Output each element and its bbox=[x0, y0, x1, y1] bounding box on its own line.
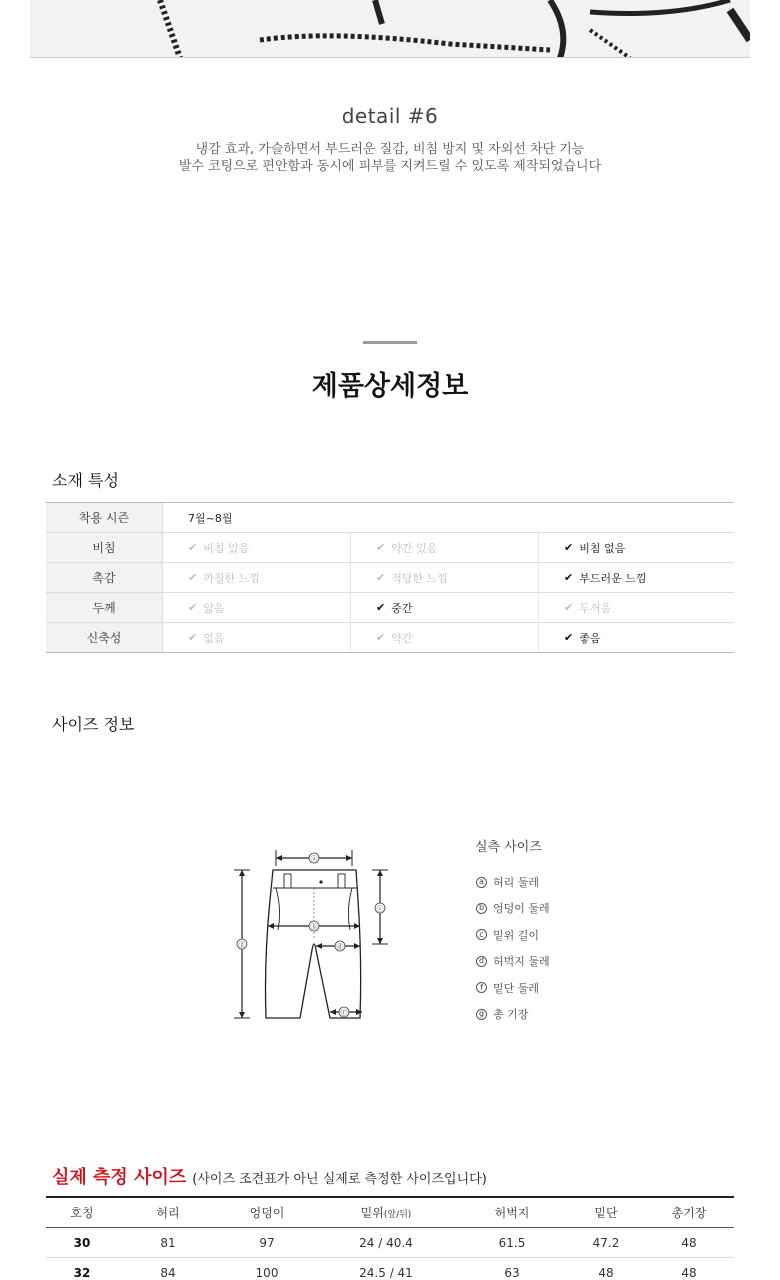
material-option-label: 두꺼움 bbox=[579, 601, 612, 615]
check-icon: ✔ bbox=[376, 541, 386, 554]
material-option-label: 비침 없음 bbox=[579, 541, 626, 555]
size-value-cell: 84 bbox=[160, 1265, 176, 1280]
material-option-label: 부드러운 느낌 bbox=[579, 571, 647, 585]
section-title: 제품상세정보 bbox=[311, 371, 469, 402]
material-option bbox=[351, 623, 539, 652]
material-option-label: 적당한 느낌 bbox=[391, 571, 448, 585]
header-length: 총기장 bbox=[671, 1206, 707, 1220]
legend-title: 실측 사이즈 bbox=[475, 840, 542, 855]
material-option-selected bbox=[539, 623, 734, 652]
table-row bbox=[46, 1228, 734, 1258]
legend-item bbox=[476, 980, 539, 996]
material-option bbox=[163, 593, 351, 622]
material-option bbox=[351, 563, 539, 592]
header-thigh: 허벅지 bbox=[494, 1206, 530, 1220]
size-value-cell: 24.5 / 41 bbox=[359, 1265, 413, 1280]
material-option-label: 약간 있음 bbox=[391, 541, 438, 555]
legend-item bbox=[476, 927, 539, 943]
check-icon: ✔ bbox=[564, 571, 574, 584]
material-option bbox=[351, 533, 539, 562]
diagram-label-g: ⓖ bbox=[238, 941, 246, 949]
size-info-title: 사이즈 정보 bbox=[52, 715, 135, 734]
material-row bbox=[46, 533, 734, 563]
size-value-cell: 48 bbox=[681, 1265, 697, 1280]
size-value-cell: 100 bbox=[255, 1265, 279, 1280]
header-hem: 밑단 bbox=[594, 1206, 618, 1220]
check-icon: ✔ bbox=[188, 601, 198, 614]
material-option-label: 까칠한 느낌 bbox=[203, 571, 260, 585]
size-value-cell: 47.2 bbox=[592, 1235, 620, 1250]
material-option-label: 얇음 bbox=[203, 601, 225, 615]
check-icon: ✔ bbox=[564, 601, 574, 614]
size-value-cell: 81 bbox=[160, 1235, 176, 1250]
measured-size-heading bbox=[52, 1163, 487, 1189]
header-rise-label: 밑위 bbox=[360, 1206, 384, 1220]
size-value-cell: 61.5 bbox=[498, 1235, 526, 1250]
size-value-cell: 63 bbox=[504, 1265, 520, 1280]
size-value-cell: 48 bbox=[681, 1235, 697, 1250]
detail-desc-line1: 냉감 효과, 가슬하면서 부드러운 질감, 비침 방지 및 자외선 차단 기능 bbox=[195, 142, 585, 157]
material-option bbox=[163, 623, 351, 652]
material-option-label: 비침 있음 bbox=[203, 541, 250, 555]
measured-size-title: 실제 측정 사이즈 bbox=[52, 1167, 187, 1188]
diagram-label-b: ⓑ bbox=[310, 923, 318, 931]
detail-description bbox=[0, 141, 780, 175]
check-icon: ✔ bbox=[564, 631, 574, 644]
legend-mark-icon: d bbox=[476, 956, 487, 967]
diagram-label-c: ⓒ bbox=[376, 905, 384, 913]
size-value-cell: 97 bbox=[259, 1235, 275, 1250]
material-row bbox=[46, 563, 734, 593]
diagram-label-d: ⓓ bbox=[336, 943, 344, 951]
legend-label: 엉덩이 둘레 bbox=[493, 902, 550, 916]
legend-label: 밑위 길이 bbox=[493, 928, 540, 942]
check-icon: ✔ bbox=[564, 541, 574, 554]
legend-label: 허벅지 둘레 bbox=[493, 955, 550, 969]
size-label-cell: 32 bbox=[73, 1265, 91, 1280]
detail-title: detail #6 bbox=[341, 104, 439, 128]
header-rise-sub: (앞/뒤) bbox=[383, 1210, 412, 1220]
material-option-selected bbox=[351, 593, 539, 622]
detail-desc-line2: 발수 코팅으로 편안함과 동시에 피부를 지켜드릴 수 있도록 제작되었습니다 bbox=[178, 159, 602, 174]
legend-mark-icon: c bbox=[476, 929, 487, 940]
legend-item bbox=[476, 1006, 528, 1022]
check-icon: ✔ bbox=[376, 601, 386, 614]
legend-item bbox=[476, 953, 550, 969]
product-detail-photo bbox=[30, 0, 750, 58]
legend-item bbox=[476, 900, 550, 916]
material-table bbox=[46, 502, 734, 653]
size-table-body bbox=[46, 1228, 734, 1280]
material-option-label: 중간 bbox=[391, 601, 413, 615]
material-row bbox=[46, 503, 734, 533]
size-value-cell: 24 / 40.4 bbox=[359, 1235, 413, 1250]
check-icon: ✔ bbox=[188, 571, 198, 584]
material-option-label: 약간 bbox=[391, 631, 413, 645]
check-icon: ✔ bbox=[188, 631, 198, 644]
check-icon: ✔ bbox=[376, 631, 386, 644]
material-option-selected bbox=[539, 563, 734, 592]
material-row-label: 비침 bbox=[46, 533, 163, 562]
material-row bbox=[46, 593, 734, 623]
material-row bbox=[46, 623, 734, 653]
measured-size-note: (사이즈 조견표가 아닌 실제로 측정한 사이즈입니다) bbox=[192, 1172, 487, 1187]
legend-mark-icon: f bbox=[476, 982, 487, 993]
header-waist: 허리 bbox=[156, 1206, 180, 1220]
check-icon: ✔ bbox=[188, 541, 198, 554]
pants-size-diagram bbox=[228, 840, 398, 1030]
material-row-label: 두께 bbox=[46, 593, 163, 622]
legend-label: 허리 둘레 bbox=[493, 876, 540, 889]
size-value-cell: 48 bbox=[598, 1265, 614, 1280]
legend-label: 총 기장 bbox=[493, 1008, 529, 1021]
material-option bbox=[163, 563, 351, 592]
material-row-label: 촉감 bbox=[46, 563, 163, 592]
header-rise bbox=[316, 1204, 456, 1221]
material-option-label: 없음 bbox=[203, 631, 225, 645]
material-title: 소재 특성 bbox=[52, 471, 119, 490]
material-row-label: 착용 시즌 bbox=[46, 503, 163, 532]
size-table bbox=[46, 1196, 734, 1280]
material-row-label: 신축성 bbox=[46, 623, 163, 652]
material-option-label: 좋음 bbox=[579, 631, 601, 645]
legend-item bbox=[476, 874, 539, 890]
check-icon: ✔ bbox=[376, 571, 386, 584]
section-divider bbox=[363, 341, 417, 344]
legend-mark-icon: a bbox=[476, 877, 487, 888]
size-label-cell: 30 bbox=[73, 1235, 91, 1250]
material-option-selected bbox=[539, 533, 734, 562]
material-row-value: 7월~8월 bbox=[188, 511, 233, 525]
table-row bbox=[46, 1258, 734, 1280]
diagram-label-a: ⓐ bbox=[310, 855, 318, 863]
material-option bbox=[539, 593, 734, 622]
diagram-label-f: ⓕ bbox=[340, 1009, 348, 1017]
legend-mark-icon: g bbox=[476, 1009, 487, 1020]
legend-mark-icon: b bbox=[476, 903, 487, 914]
size-table-header bbox=[46, 1198, 734, 1228]
header-hip: 엉덩이 bbox=[249, 1206, 285, 1220]
legend-label: 밑단 둘레 bbox=[493, 981, 540, 995]
pants-diagram-svg bbox=[228, 840, 398, 1030]
material-option bbox=[163, 533, 351, 562]
header-label: 호칭 bbox=[70, 1206, 94, 1220]
